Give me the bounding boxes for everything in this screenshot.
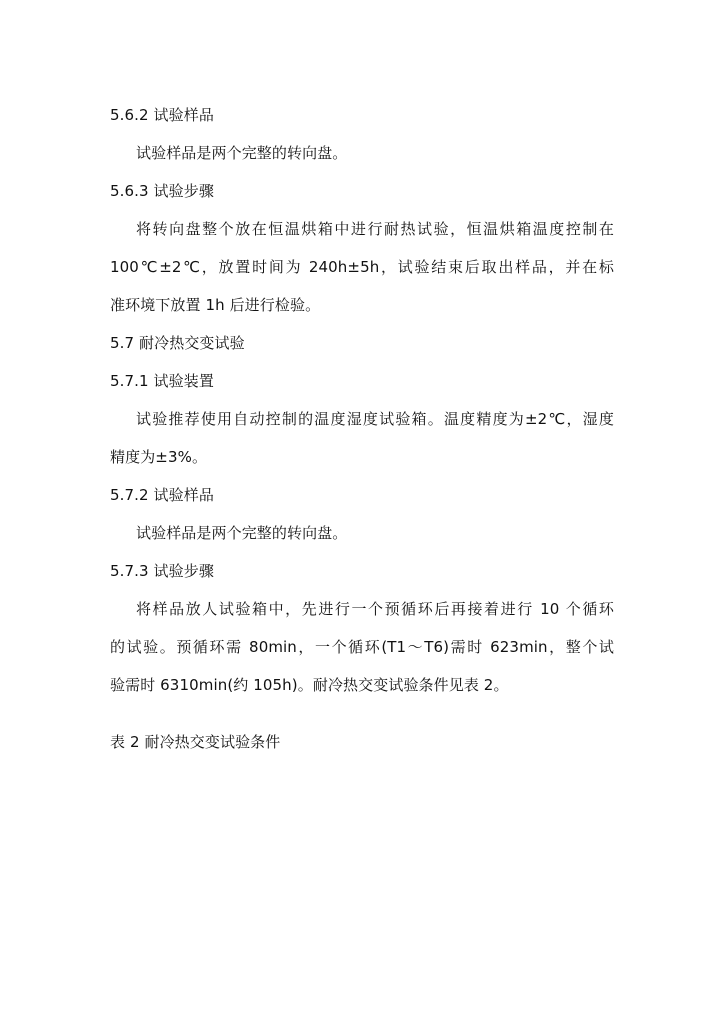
section-5-7-1-line-2: 精度为±3%。 (110, 448, 208, 466)
section-5-7-3-line-3: 验需时 6310min(约 105h)。耐冷热交变试验条件见表 2。 (110, 676, 509, 694)
section-5-7-3-line-2: 的试验。预循环需 80min，一个循环(T1～T6)需时 623min，整个试 (110, 638, 614, 656)
section-5-7-1-line-1: 试验推荐使用自动控制的温度湿度试验箱。温度精度为±2℃，湿度 (136, 410, 614, 428)
section-5-7-1-heading: 5.7.1 试验装置 (110, 372, 214, 390)
section-5-7-3-heading: 5.7.3 试验步骤 (110, 562, 214, 580)
section-5-7-2-body: 试验样品是两个完整的转向盘。 (136, 524, 348, 542)
section-5-6-2-heading: 5.6.2 试验样品 (110, 106, 214, 124)
section-5-6-3-heading: 5.6.3 试验步骤 (110, 182, 214, 200)
section-5-6-3-line-1: 将转向盘整个放在恒温烘箱中进行耐热试验，恒温烘箱温度控制在 (136, 220, 614, 238)
section-5-6-3-line-3: 准环境下放置 1h 后进行检验。 (110, 296, 321, 314)
section-5-7-2-heading: 5.7.2 试验样品 (110, 486, 214, 504)
section-5-7-3-line-1: 将样品放人试验箱中，先进行一个预循环后再接着进行 10 个循环 (136, 600, 614, 618)
table-caption: 表 2 耐冷热交变试验条件 (110, 733, 281, 751)
section-5-6-2-body: 试验样品是两个完整的转向盘。 (136, 144, 348, 162)
section-5-7-heading: 5.7 耐冷热交变试验 (110, 334, 245, 352)
section-5-6-3-line-2: 100℃±2℃，放置时间为 240h±5h，试验结束后取出样品，并在标 (110, 258, 614, 276)
